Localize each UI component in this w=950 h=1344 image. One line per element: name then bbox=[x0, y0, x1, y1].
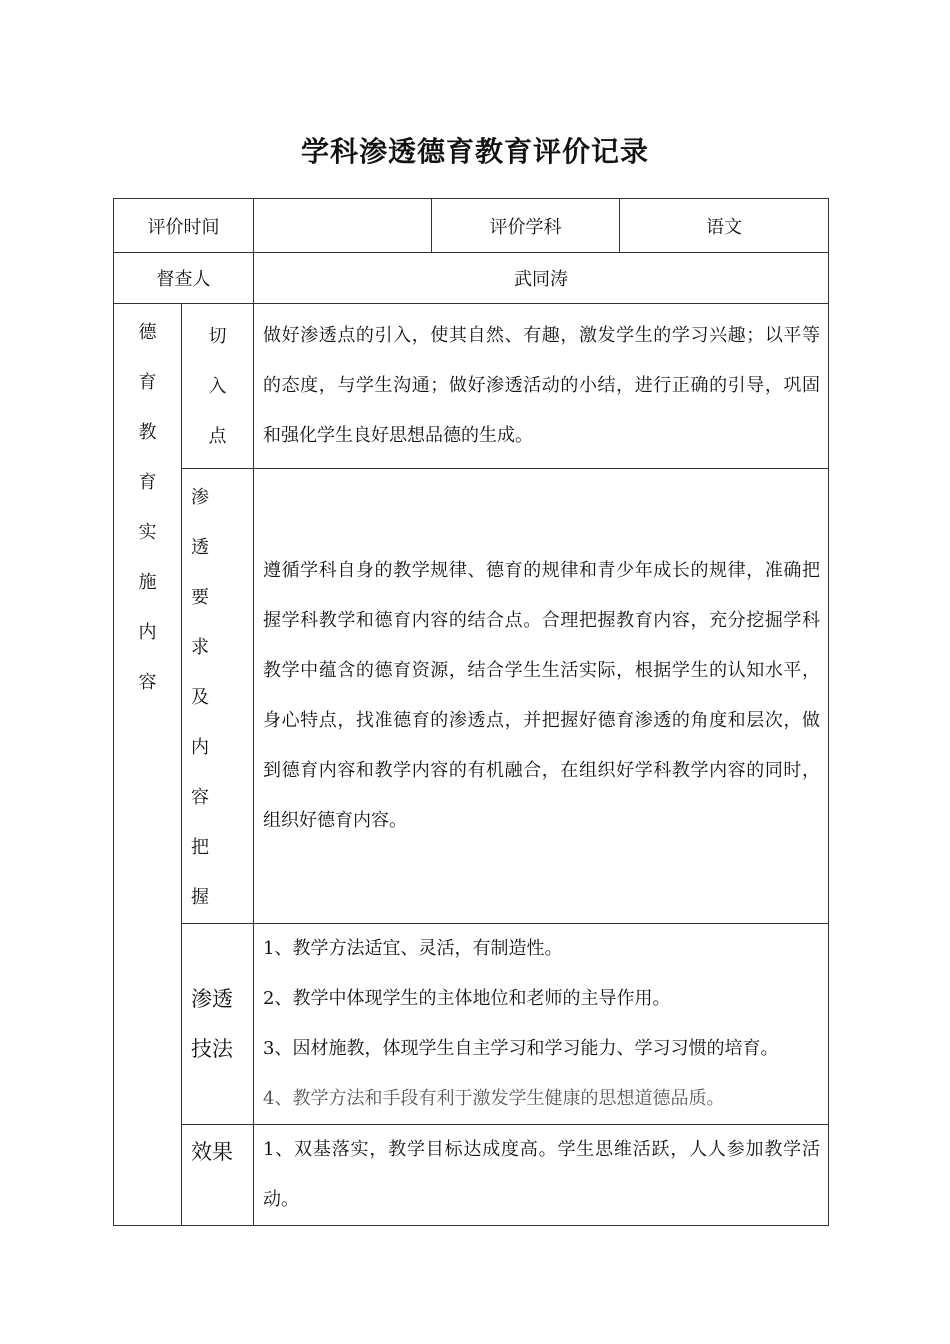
subject-label: 评价学科 bbox=[432, 199, 620, 253]
effect-text: 1、双基落实，教学目标达成度高。学生思维活跃，人人参加教学活动。 bbox=[254, 1125, 829, 1226]
requirements-text: 遵循学科自身的教学规律、德育的规律和青少年成长的规律，准确把握学科教学和德育内容的结合点。合理把握教育内容，充分挖掘学科教学中蕴含的德育资源，结合学生生活实际，根据学生的认知水平，身心特点，找准德育的渗透点，并把握好德育渗透的角度和层次，做到德育内容和教学内容的有机融合，在组织好学科教学内容的同时，组织好德育内容。 bbox=[254, 469, 829, 924]
evaluation-table bbox=[113, 198, 829, 1226]
techniques-label: 渗透 技法 bbox=[182, 924, 254, 1125]
row-techniques bbox=[114, 924, 829, 1125]
list-item: 4、教学方法和手段有利于激发学生健康的思想道德品质。 bbox=[263, 1088, 725, 1109]
techniques-list bbox=[254, 924, 829, 1125]
entry-point-label: 切 入 点 bbox=[182, 304, 254, 469]
supervisor-label: 督查人 bbox=[114, 253, 254, 304]
requirements-label: 渗 透 要 求 及 内 容 把 握 bbox=[182, 469, 254, 924]
list-item: 1、教学方法适宜、灵活，有制造性。 bbox=[263, 938, 563, 959]
supervisor-value[interactable]: 武同涛 bbox=[254, 253, 829, 304]
row-supervisor bbox=[114, 253, 829, 304]
list-item: 2、教学中体现学生的主体地位和老师的主导作用。 bbox=[263, 988, 671, 1009]
entry-point-text: 做好渗透点的引入，使其自然、有趣，激发学生的学习兴趣；以平等的态度，与学生沟通；做好渗透活动的小结，进行正确的引导，巩固和强化学生良好思想品德的生成。 bbox=[254, 304, 829, 469]
time-label: 评价时间 bbox=[114, 199, 254, 253]
subject-value[interactable]: 语文 bbox=[620, 199, 829, 253]
time-value[interactable] bbox=[254, 199, 432, 253]
row-effect bbox=[114, 1125, 829, 1226]
row-requirements bbox=[114, 469, 829, 924]
list-item: 3、因材施教，体现学生自主学习和学习能力、学习习惯的培育。 bbox=[263, 1038, 779, 1059]
effect-label: 效果 bbox=[182, 1125, 254, 1226]
section-label: 德 育 教 育 实 施 内 容 bbox=[114, 304, 182, 1226]
document-title: 学科渗透德育教育评价记录 bbox=[300, 135, 649, 168]
row-time-subject bbox=[114, 199, 829, 253]
row-entry-point bbox=[114, 304, 829, 469]
